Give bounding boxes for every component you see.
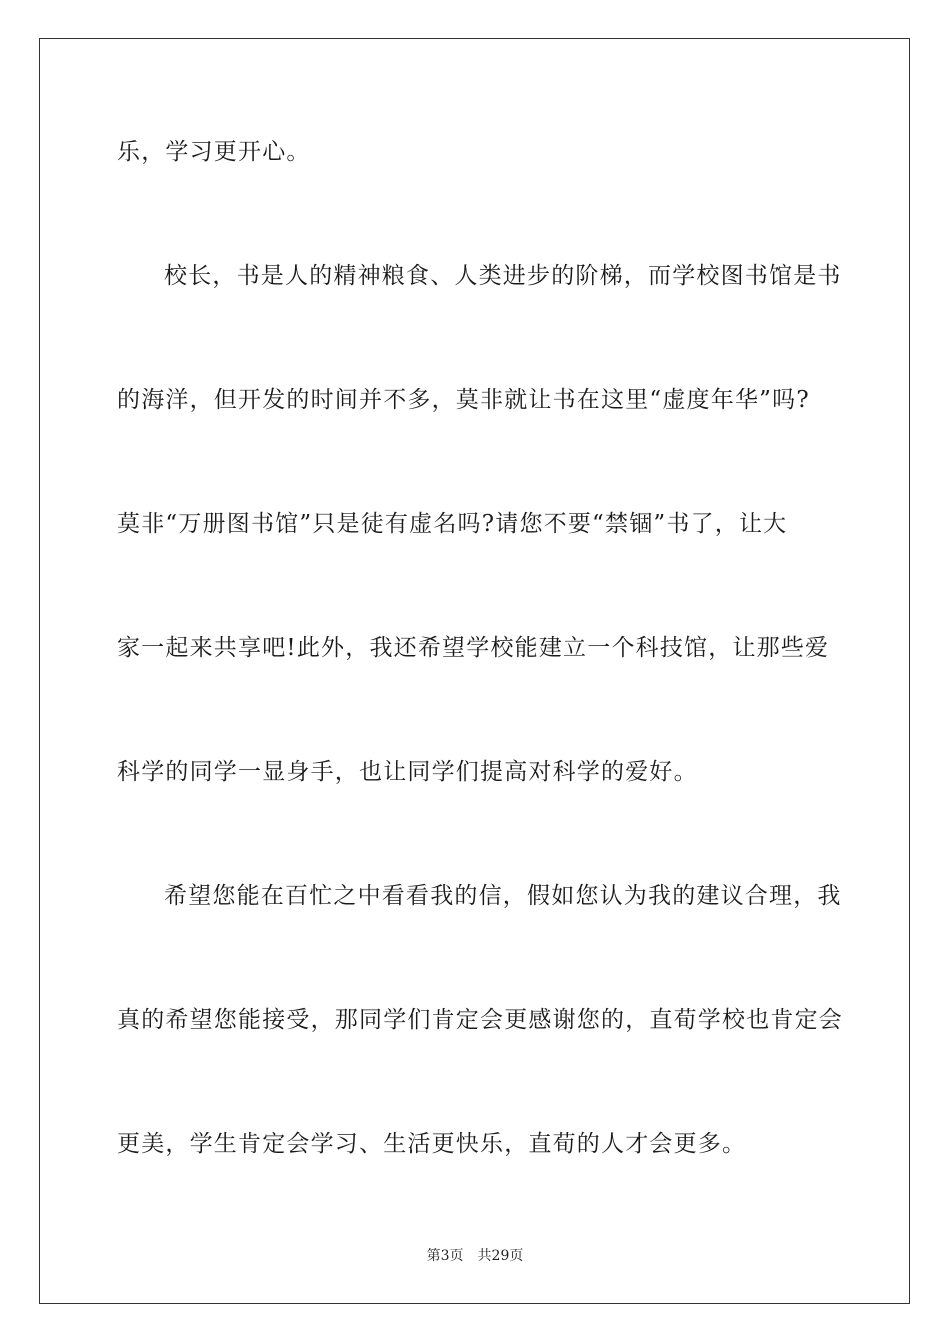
paragraph-line: 科学的同学一显身手，也让同学们提高对科学的爱好。	[117, 759, 698, 785]
paragraph-line: 乐，学习更开心。	[117, 139, 311, 165]
page-number: 第3页	[426, 1248, 464, 1264]
paragraph-line: 真的希望您能接受，那同学们肯定会更感谢您的，直荀学校也肯定会	[117, 1007, 843, 1033]
paragraph-line: 莫非“万册图书馆”只是徒有虚名吗?请您不要“禁锢”书了，让大	[117, 511, 788, 537]
page-footer	[0, 1247, 950, 1265]
paragraph-line: 家一起来共享吧!此外，我还希望学校能建立一个科技馆，让那些爱	[117, 635, 830, 661]
paragraph-line: 希望您能在百忙之中看看我的信，假如您认为我的建议合理，我	[164, 883, 842, 909]
page-total: 共29页	[477, 1248, 524, 1264]
paragraph-line: 校长，书是人的精神粮食、人类进步的阶梯，而学校图书馆是书	[164, 263, 842, 289]
page-border	[39, 38, 910, 1304]
paragraph-line: 更美，学生肯定会学习、生活更快乐，直荀的人才会更多。	[117, 1131, 747, 1157]
paragraph-line: 的海洋，但开发的时间并不多，莫非就让书在这里“虚度年华”吗?	[117, 387, 810, 413]
